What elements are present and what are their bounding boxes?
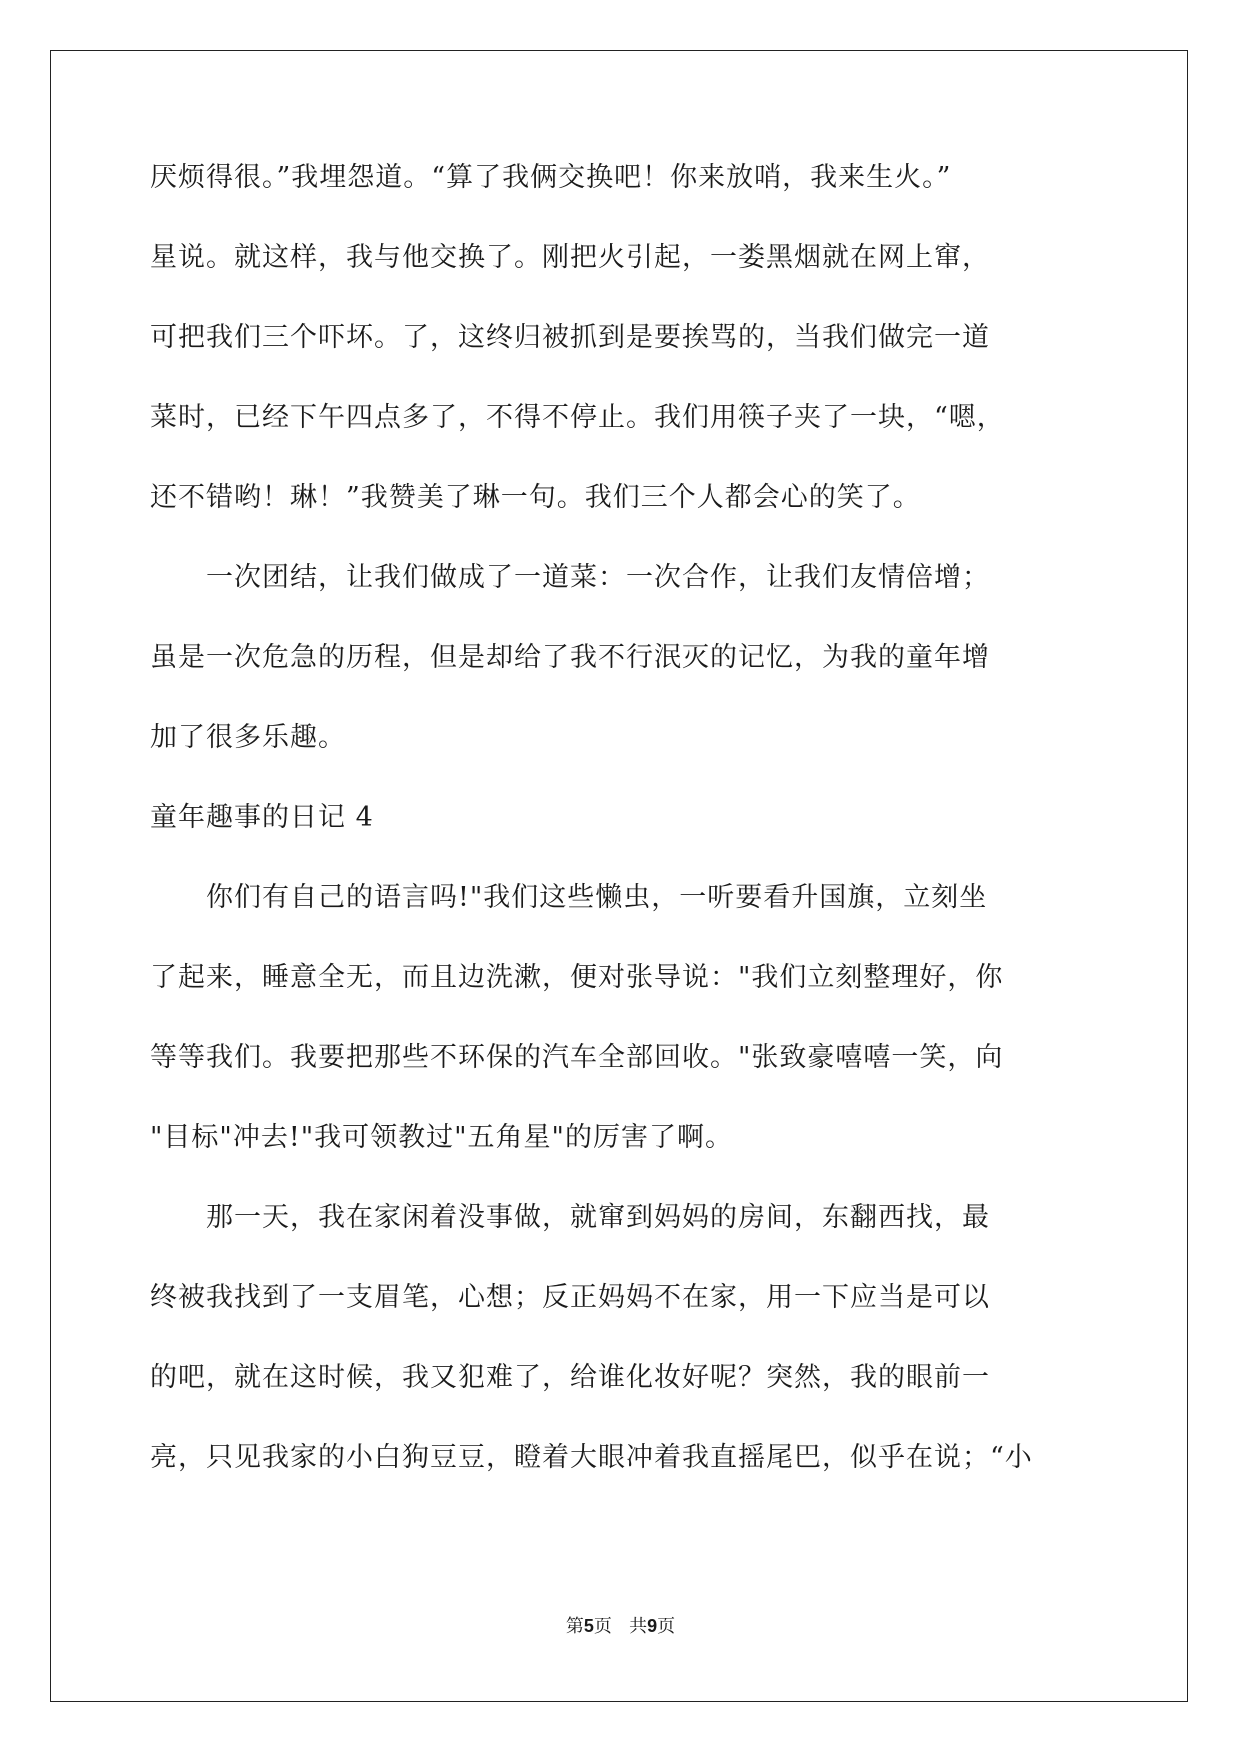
total-pages-number: 9	[647, 1616, 658, 1636]
text-line: "目标"冲去!"我可领教过"五角星"的厉害了啊。	[150, 1122, 733, 1153]
text-line: 加了很多乐趣。	[150, 722, 346, 753]
document-body	[150, 148, 1090, 1508]
text-line: 那一天，我在家闲着没事做，就窜到妈妈的房间，东翻西找，最	[150, 1202, 990, 1233]
text-line: 的吧，就在这时候，我又犯难了，给谁化妆好呢？突然，我的眼前一	[150, 1362, 990, 1393]
text-line: 了起来，睡意全无，而且边洗漱，便对张导说："我们立刻整理好，你	[150, 962, 1004, 993]
page-footer	[0, 1612, 1241, 1638]
text-line: 终被我找到了一支眉笔，心想；反正妈妈不在家，用一下应当是可以	[150, 1282, 990, 1313]
current-page-number: 5	[583, 1616, 594, 1636]
text-line: 厌烦得很。”我埋怨道。“算了我俩交换吧！你来放哨，我来生火。”	[150, 162, 952, 193]
text-line: 还不错哟！琳！”我赞美了琳一句。我们三个人都会心的笑了。	[150, 482, 921, 513]
text-line: 可把我们三个吓坏。了，这终归被抓到是要挨骂的，当我们做完一道	[150, 322, 990, 353]
text-line: 你们有自己的语言吗!"我们这些懒虫，一听要看升国旗，立刻坐	[150, 882, 988, 913]
text-line: 星说。就这样，我与他交换了。刚把火引起，一娄黑烟就在网上窜，	[150, 242, 990, 273]
section-heading: 童年趣事的日记 4	[150, 802, 374, 833]
text-line: 一次团结，让我们做成了一道菜：一次合作，让我们友情倍增；	[150, 562, 990, 593]
text-line: 亮，只见我家的小白狗豆豆，瞪着大眼冲着我直摇尾巴，似乎在说；“小	[150, 1442, 1033, 1473]
text-line: 虽是一次危急的历程，但是却给了我不行泯灭的记忆，为我的童年增	[150, 642, 990, 673]
footer-suffix: 页	[657, 1616, 676, 1637]
text-line: 等等我们。我要把那些不环保的汽车全部回收。"张致豪嘻嘻一笑，向	[150, 1042, 1004, 1073]
footer-prefix: 第	[565, 1616, 584, 1637]
text-line: 菜时，已经下午四点多了，不得不停止。我们用筷子夹了一块，“嗯，	[150, 402, 1005, 433]
footer-mid: 页 共	[593, 1616, 648, 1637]
